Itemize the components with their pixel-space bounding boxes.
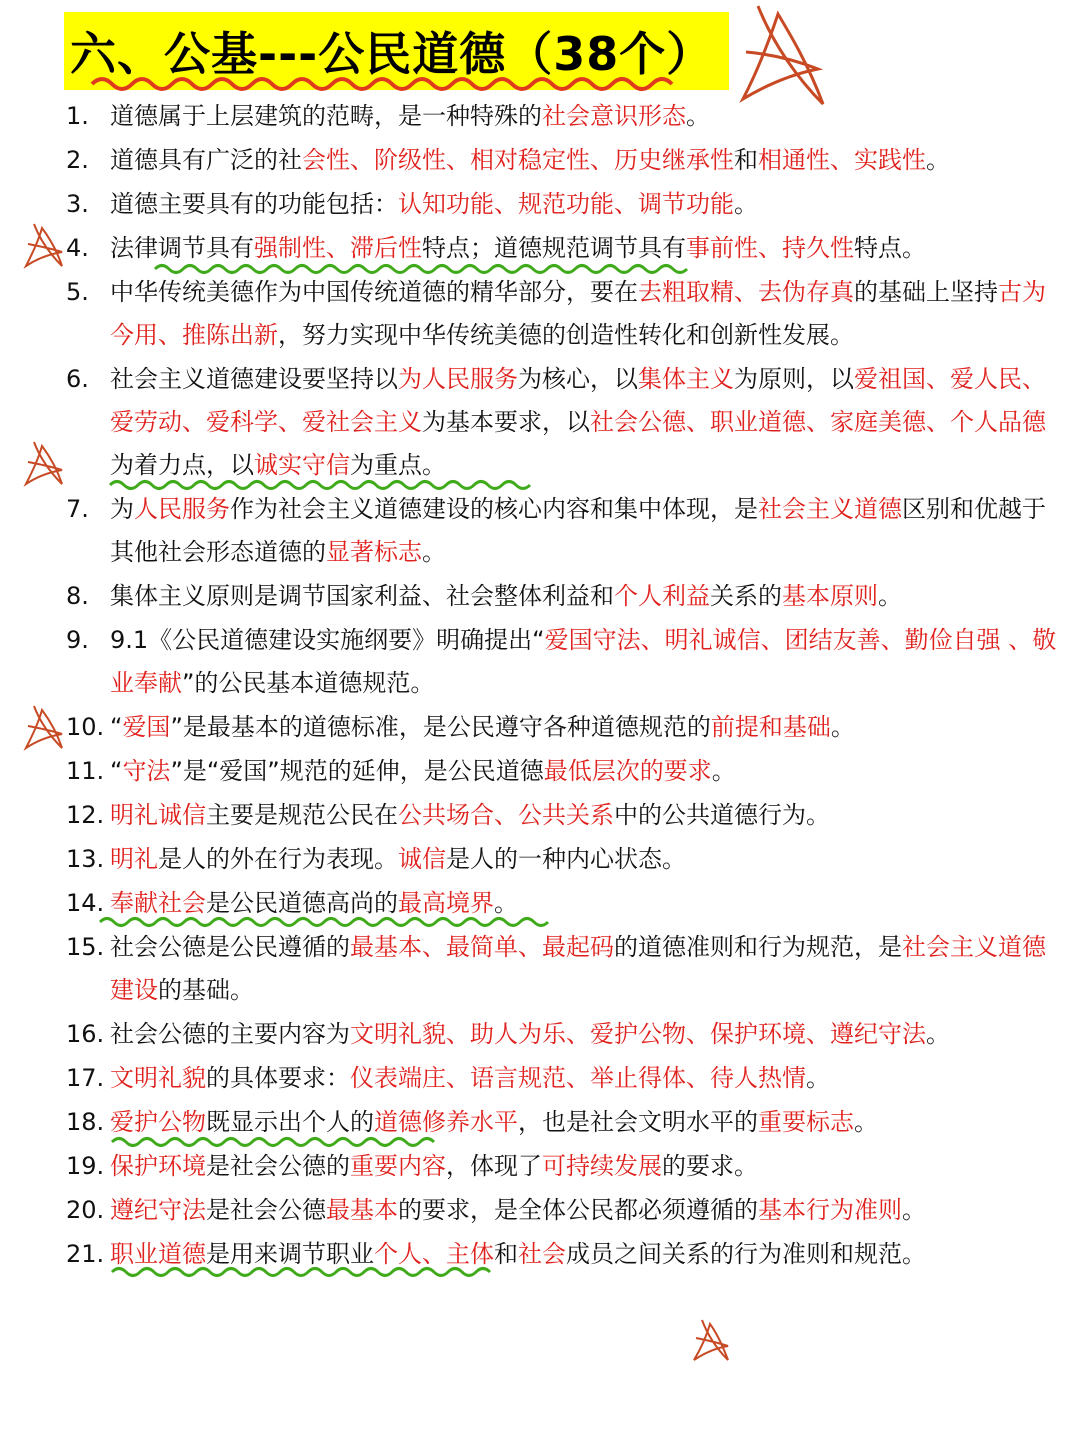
text-run: 。 xyxy=(854,1108,878,1136)
highlighted-term: 最低层次的要求 xyxy=(543,757,712,785)
list-item xyxy=(66,1189,1066,1232)
text-run: 的具体要求： xyxy=(206,1064,350,1092)
list-item xyxy=(66,488,1066,574)
text-run: 社会公德的主要内容为 xyxy=(110,1020,350,1048)
text-run: 道德主要具有的功能包括： xyxy=(110,190,398,218)
hand-drawn-star-icon xyxy=(24,222,66,270)
text-run: 道德具有广泛的社 xyxy=(110,146,302,174)
list-item xyxy=(66,794,1066,837)
list-item-text xyxy=(110,1145,1066,1188)
highlighted-term: 社会主义道德 xyxy=(758,495,902,523)
highlighted-term: 明礼诚信 xyxy=(110,801,206,829)
text-run: 是人的一种内心状态。 xyxy=(446,845,686,873)
list-item xyxy=(66,619,1066,705)
highlighted-term: 强制性、滞后性 xyxy=(254,234,422,262)
list-item-text xyxy=(110,1189,1066,1232)
text-run: ”的公民基本道德规范。 xyxy=(182,669,435,697)
highlighted-term: 会性、阶级性、相对稳定性、历史继承性 xyxy=(302,146,734,174)
text-run: 社会公德是公民遵循的 xyxy=(110,933,350,961)
list-item-number: 3. xyxy=(66,190,89,218)
highlighted-term: 社会主义道德建设 xyxy=(110,933,1046,1004)
list-item-text xyxy=(110,227,1066,270)
list-item-text xyxy=(110,619,1066,705)
list-item xyxy=(66,1057,1066,1100)
list-item-number: 14. xyxy=(66,889,105,917)
list-item-number: 12. xyxy=(66,801,105,829)
highlighted-term: 基本行为准则 xyxy=(758,1196,902,1224)
text-run: 为核心，以 xyxy=(518,365,638,393)
list-item-number: 4. xyxy=(66,234,89,262)
highlighted-term: 前提和基础 xyxy=(710,713,831,741)
list-item-text xyxy=(110,882,1066,925)
list-item-number: 19. xyxy=(66,1152,105,1180)
text-run: 作为社会主义道德建设的核心内容和集中体现，是 xyxy=(230,495,758,523)
highlighted-term: 基本原则 xyxy=(782,582,878,610)
text-run: 中的公共道德行为。 xyxy=(614,801,830,829)
highlighted-term: 个人、主体 xyxy=(374,1240,494,1268)
highlighted-term: 道德修养水平 xyxy=(374,1108,518,1136)
highlighted-term: 古为今用、推陈出新 xyxy=(110,278,1046,349)
highlighted-term: 仪表端庄、语言规范、举止得体、待人热情 xyxy=(350,1064,806,1092)
text-run: 关系的 xyxy=(710,582,782,610)
list-item xyxy=(66,358,1066,487)
highlighted-term: 社会公德、职业道德、家庭美德、个人品德 xyxy=(590,408,1046,436)
highlighted-term: 奉献社会 xyxy=(110,889,206,917)
list-item xyxy=(66,95,1066,138)
list-item xyxy=(66,706,1066,749)
highlighted-term: 文明礼貌、助人为乐、爱护公物、保护环境、遵纪守法 xyxy=(350,1020,926,1048)
text-run: 。 xyxy=(926,1020,950,1048)
highlighted-term: 社会 xyxy=(518,1240,566,1268)
list-item xyxy=(66,1145,1066,1188)
text-run: “ xyxy=(110,757,123,785)
list-item xyxy=(66,575,1066,618)
list-item xyxy=(66,271,1066,357)
text-run: ，努力实现中华传统美德的创造性转化和创新性发展。 xyxy=(278,321,854,349)
hand-drawn-star-icon xyxy=(24,704,66,752)
text-run: 。 xyxy=(878,582,902,610)
list-item-text xyxy=(110,271,1066,357)
list-item-text xyxy=(110,139,1066,182)
list-item-number: 6. xyxy=(66,365,89,393)
list-item-number: 17. xyxy=(66,1064,105,1092)
list-item xyxy=(66,183,1066,226)
list-item-number: 13. xyxy=(66,845,105,873)
highlighted-term: 事前性、持久性 xyxy=(686,234,854,262)
list-item-text xyxy=(110,1013,1066,1056)
highlighted-term: 诚信 xyxy=(398,845,446,873)
text-run: 。 xyxy=(494,889,518,917)
list-item-text xyxy=(110,183,1066,226)
highlighted-term: 社会意识形态 xyxy=(542,102,686,130)
list-item-text xyxy=(110,838,1066,881)
list-item-number: 18. xyxy=(66,1108,105,1136)
text-run: 的要求，是全体公民都必须遵循的 xyxy=(398,1196,758,1224)
text-run: 为原则，以 xyxy=(734,365,854,393)
text-run: ，体现了 xyxy=(446,1152,542,1180)
highlighted-term: 爱护公物 xyxy=(110,1108,206,1136)
highlighted-term: 人民服务 xyxy=(134,495,230,523)
list-item-text xyxy=(110,1057,1066,1100)
text-run: 为着力点，以 xyxy=(110,451,254,479)
list-item-text xyxy=(110,488,1066,574)
list-item xyxy=(66,1101,1066,1144)
text-run: 。 xyxy=(686,102,710,130)
text-run: 法律调节具有 xyxy=(110,234,254,262)
list-item xyxy=(66,139,1066,182)
list-item-number: 7. xyxy=(66,495,89,523)
highlighted-term: 公共场合、公共关系 xyxy=(398,801,614,829)
text-run: 。 xyxy=(806,1064,830,1092)
list-item-number: 8. xyxy=(66,582,89,610)
text-run: 是公民道德高尚的 xyxy=(206,889,398,917)
text-run: 成员之间关系的行为准则和规范。 xyxy=(566,1240,926,1268)
list-item-number: 15. xyxy=(66,933,105,961)
list-item-text xyxy=(110,358,1066,487)
highlighted-term: 相通性、实践性 xyxy=(758,146,926,174)
list-item-text xyxy=(110,750,1066,793)
list-item xyxy=(66,750,1066,793)
text-run: 为重点。 xyxy=(350,451,446,479)
list-item xyxy=(66,882,1066,925)
text-run: 主要是规范公民在 xyxy=(206,801,398,829)
list-item xyxy=(66,1233,1066,1276)
highlighted-term: 爱国守法、明礼诚信、团结友善、勤俭自强 、敬业奉献 xyxy=(110,626,1057,697)
title-squiggle-underline xyxy=(92,74,692,94)
highlighted-term: 最基本 xyxy=(326,1196,398,1224)
highlighted-term: 明礼 xyxy=(110,845,158,873)
text-run: 和 xyxy=(494,1240,518,1268)
list-item-number: 20. xyxy=(66,1196,105,1224)
text-run: 道德属于上层建筑的范畴，是一种特殊的 xyxy=(110,102,542,130)
text-run: ”是“爱国”规范的延伸，是公民道德 xyxy=(170,757,544,785)
text-run: 是用来调节职业 xyxy=(206,1240,374,1268)
text-run: 是社会公德的 xyxy=(206,1152,350,1180)
text-run: 中华传统美德作为中国传统道德的精华部分，要在 xyxy=(110,278,638,306)
highlighted-term: 爱祖国、爱人民、爱劳动、爱科学、爱社会主义 xyxy=(110,365,1046,436)
highlighted-term: 可持续发展 xyxy=(542,1152,662,1180)
text-run: ”是最基本的道德标准，是公民遵守各种道德规范的 xyxy=(170,713,711,741)
list-item-number: 11. xyxy=(66,757,105,785)
text-run: 和 xyxy=(734,146,758,174)
highlighted-term: 重要内容 xyxy=(350,1152,446,1180)
text-run: 的基础。 xyxy=(158,976,254,1004)
list-item xyxy=(66,926,1066,1012)
text-run: 特点；道德规范调节具有 xyxy=(422,234,686,262)
list-item-number: 16. xyxy=(66,1020,105,1048)
text-run: 特点。 xyxy=(854,234,926,262)
text-run: 既显示出个人的 xyxy=(206,1108,374,1136)
text-run: 的要求。 xyxy=(662,1152,758,1180)
page-title: 六、公基---公民道德（38个） xyxy=(70,27,714,81)
highlighted-term: 最基本、最简单、最起码 xyxy=(350,933,614,961)
highlighted-term: 重要标志 xyxy=(758,1108,854,1136)
highlighted-term: 诚实守信 xyxy=(254,451,350,479)
list-item xyxy=(66,227,1066,270)
list-item-number: 10. xyxy=(66,713,105,741)
list-item-text xyxy=(110,706,1066,749)
hand-drawn-star-icon xyxy=(24,440,66,488)
list-item-number: 5. xyxy=(66,278,89,306)
text-run: 。 xyxy=(830,713,855,741)
text-run: 区别和优越于其他社会形态道德的 xyxy=(110,495,1046,566)
highlighted-term: 守法 xyxy=(122,757,171,785)
highlighted-term: 集体主义 xyxy=(638,365,734,393)
highlighted-term: 个人利益 xyxy=(614,582,710,610)
text-run: 集体主义原则是调节国家利益、社会整体利益和 xyxy=(110,582,614,610)
text-run: 为基本要求，以 xyxy=(422,408,590,436)
list-item-text xyxy=(110,794,1066,837)
highlighted-term: 显著标志 xyxy=(326,538,422,566)
list-item-text xyxy=(110,95,1066,138)
hand-drawn-star-icon xyxy=(692,1318,732,1364)
highlighted-term: 职业道德 xyxy=(110,1240,206,1268)
text-run: 的道德准则和行为规范，是 xyxy=(614,933,902,961)
list-item-number: 21. xyxy=(66,1240,105,1268)
text-run: 。 xyxy=(926,146,950,174)
list-item-text xyxy=(110,1233,1066,1276)
highlighted-term: 文明礼貌 xyxy=(110,1064,206,1092)
highlighted-term: 认知功能、规范功能、调节功能 xyxy=(398,190,734,218)
list-item-text xyxy=(110,926,1066,1012)
text-run: 为 xyxy=(110,495,134,523)
list-item-number: 2. xyxy=(66,146,89,174)
highlighted-term: 去粗取精、去伪存真 xyxy=(638,278,854,306)
text-run: 。 xyxy=(734,190,758,218)
text-run: 。 xyxy=(902,1196,926,1224)
highlighted-term: 保护环境 xyxy=(110,1152,206,1180)
highlighted-term: 遵纪守法 xyxy=(110,1196,206,1224)
list-item-text xyxy=(110,1101,1066,1144)
text-run: 9.1《公民道德建设实施纲要》明确提出“ xyxy=(110,626,545,654)
text-run: 社会主义道德建设要坚持以 xyxy=(110,365,398,393)
highlighted-term: 为人民服务 xyxy=(398,365,518,393)
text-run: 是社会公德 xyxy=(206,1196,326,1224)
text-run: 是人的外在行为表现。 xyxy=(158,845,398,873)
list-item xyxy=(66,1013,1066,1056)
list-item xyxy=(66,838,1066,881)
list-item-text xyxy=(110,575,1066,618)
text-run: 。 xyxy=(711,757,736,785)
numbered-list xyxy=(66,95,1066,1277)
text-run: “ xyxy=(110,713,123,741)
text-run: 的基础上坚持 xyxy=(854,278,998,306)
highlighted-term: 爱国 xyxy=(122,713,171,741)
list-item-number: 9. xyxy=(66,626,89,654)
list-item-number: 1. xyxy=(66,102,89,130)
text-run: ，也是社会文明水平的 xyxy=(518,1108,758,1136)
text-run: 。 xyxy=(422,538,446,566)
highlighted-term: 最高境界 xyxy=(398,889,494,917)
